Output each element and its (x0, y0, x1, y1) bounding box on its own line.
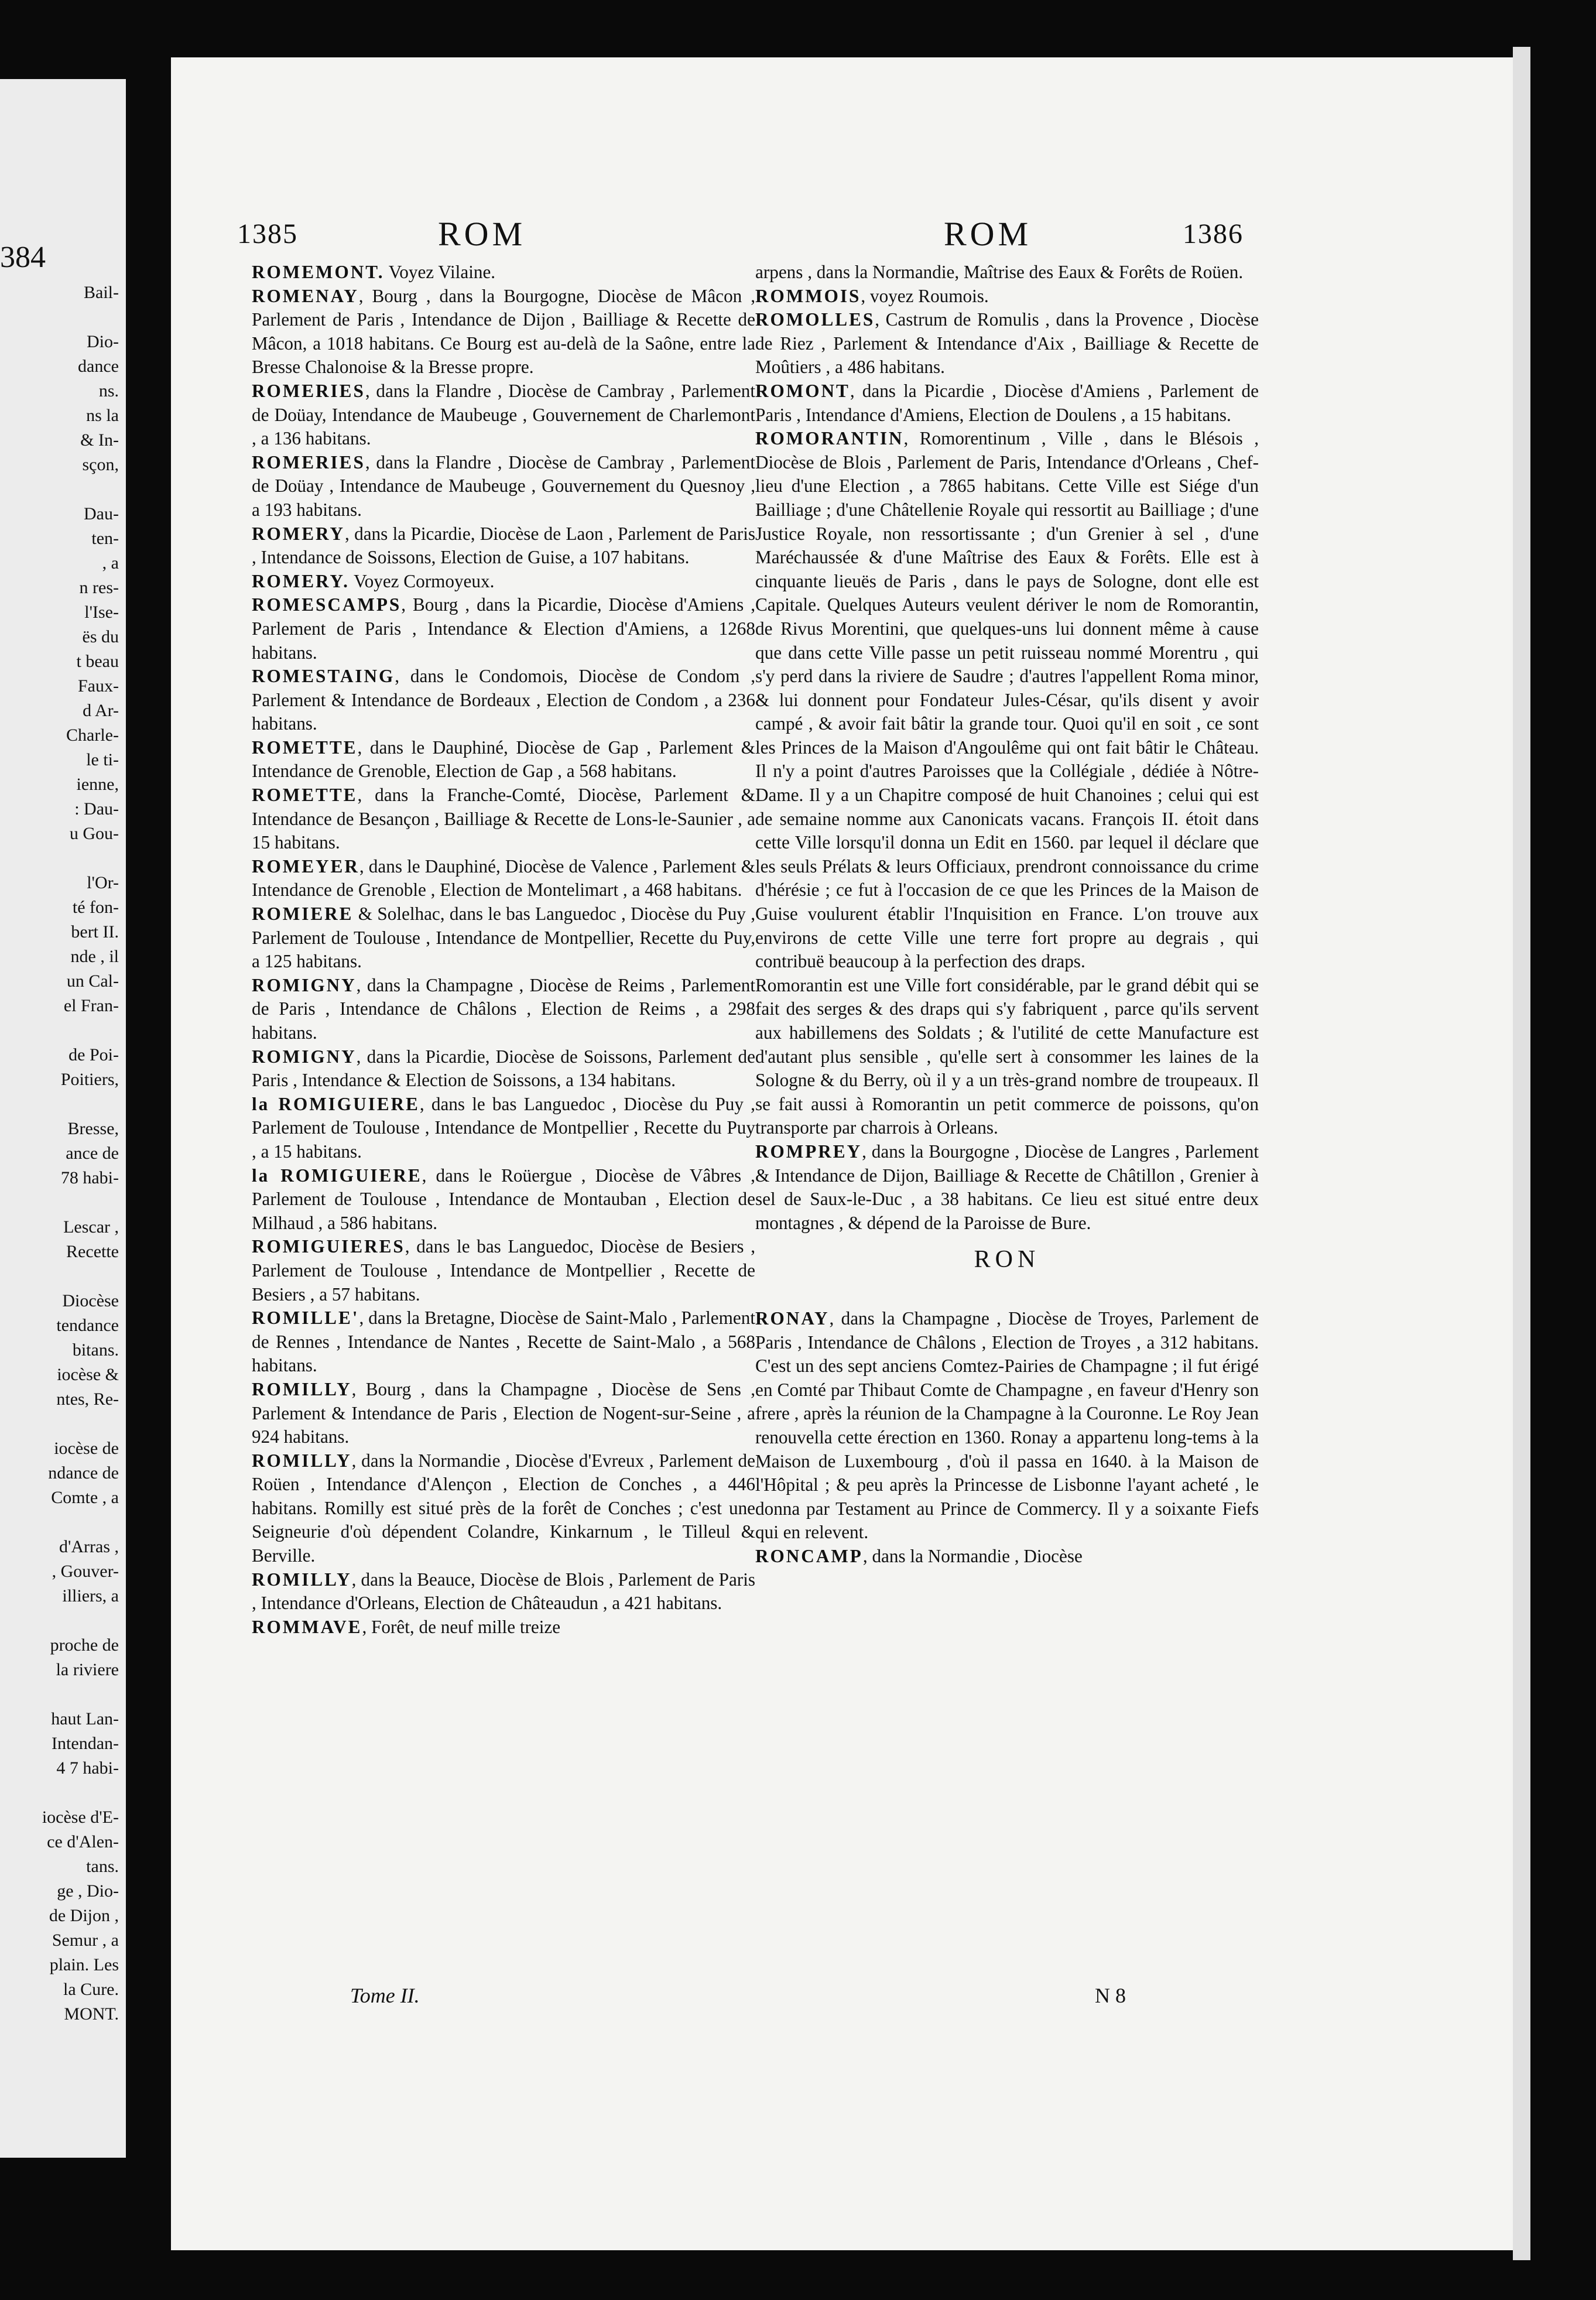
adjacent-left-page (0, 79, 126, 2158)
entry-text: , voyez Roumois. (861, 285, 989, 306)
entry-text: , dans la Bourgogne , Diocèse de Langres , Parlement & Intendance de Dijon, Bailliage & Recette de Châtillon , Grenier à sel de Saux-le-Duc , a 38 habitans. Ce lieu est situé entre deux montagnes , & dépend de la Paroisse de Bure. (755, 1141, 1259, 1233)
entry-headword: ROMILLY (252, 1450, 352, 1471)
left-column (252, 261, 755, 1639)
left-page-line: Diocèse (62, 1291, 119, 1310)
entry-headword: la ROMIGUIERE (252, 1093, 420, 1114)
dictionary-entry (252, 261, 755, 285)
entry-headword: ROMEMONT. (252, 262, 385, 282)
left-page-line: ntes, Re- (56, 1389, 119, 1409)
entry-headword: ROMIERE (252, 903, 354, 925)
entry-text: , dans la Champagne , Diocèse de Reims , Parlement de Paris , Intendance de Châlons , Election de Reims , a 298 habitans. (252, 974, 755, 1043)
dictionary-entry (252, 1449, 755, 1568)
left-page-line: Charle- (66, 725, 119, 745)
right-entries-group-a (755, 285, 1259, 1235)
left-page-number: 384 (0, 241, 46, 274)
entry-text: , dans la Normandie , Diocèse d'Evreux , Parlement de Roüen , Intendance d'Alençon , Election de Conches , a 446 habitans. Romilly est situé près de la forêt de Conches ; c'est une Seigneurie d'où dépendent Colandre, Kinkarnum , le Tilleul & Berville. (252, 1450, 755, 1566)
dictionary-entry (755, 1545, 1259, 1569)
entry-text: , Romorentinum , Ville , dans le Blésois , Diocèse de Blois , Parlement de Paris, Intendance d'Orleans , Chef-lieu d'une Election , a 7865 habitans. Cette Ville est Siége d'un Bailliage ; d'une Châtellenie Royale qui ressortit au Bailliage ; d'une Justice Royale, non ressortissante ; d'un Grenier à sel , d'une Maréchaussée & d'une Maîtrise des Eaux & Forêts. Elle est à cinquante lieuës de Paris , dans le pays de Sologne, dont elle est Capitale. Quelques Auteurs veulent dériver le nom de Romorantin, de Rivus Morentini, que quelques-uns lui donnent même à cause que dans cette Ville passe un petit ruisseau nommé Morentru , qui s'y perd dans la riviere de Saudre ; d'autres l'appellent Roma minor, & lui donnent pour Fondateur Jules-César, qu'ils disent y avoir campé , & avoir fait bâtir la grande tour. Quoi qu'il en soit , ce sont les Princes de la Maison d'Angoulême qui ont fait bâtir le Château. Il n'y a point d'autres Paroisses que la Collégiale , dédiée à Nôtre-Dame. Il y a un Chapitre composé de huit Chanoines ; celui qui est de semaine nomme aux Canonicats vacans. François II. étoit dans cette Ville lorsqu'il donna un Edit en 1560. par lequel il déclare que les seuls Prélats & leurs Officiaux, prendront connoissance du crime d'hérésie ; ce fut à l'occasion de ce que les Princes de la Maison de Guise voulurent établir l'Inquisition en France. L'on trouve aux environs de cette Ville une terre fort propre au degrais , qui contribuë beaucoup à la perfection des draps. (755, 428, 1259, 972)
dictionary-entry (755, 379, 1259, 427)
left-page-line: n res- (79, 578, 119, 597)
left-page-line: sçon, (82, 455, 119, 474)
left-page-line: u Gou- (69, 824, 119, 843)
left-page-line: la riviere (56, 1660, 119, 1679)
entry-text: , Forêt, de neuf mille treize (362, 1616, 561, 1637)
dictionary-entry (252, 855, 755, 902)
entry-headword: ROMILLE' (252, 1308, 359, 1329)
entry-headword: ROMESCAMPS (252, 594, 402, 615)
left-page-line: iocèse de (54, 1439, 119, 1458)
entry-headword: ROMETTE (252, 737, 358, 758)
left-page-line: ge , Dio- (57, 1881, 119, 1901)
header-right-page-number: 1386 (1183, 218, 1244, 249)
entry-text: , dans la Picardie , Diocèse d'Amiens , Parlement de Paris , Intendance d'Amiens, Election de Doulens , a 15 habitans. (755, 380, 1259, 425)
entry-headword: ROMETTE (252, 785, 358, 806)
footer-signature: N 8 (1095, 1984, 1126, 2007)
entry-headword: ROMERY (252, 523, 345, 544)
left-page-line: 78 habi- (60, 1168, 119, 1187)
entry-text: , dans la Bretagne, Diocèse de Saint-Malo , Parlement de Rennes , Intendance de Nantes , Recette de Saint-Malo , a 568 habitans. (252, 1308, 755, 1376)
left-page-line: de Dijon , (49, 1906, 119, 1925)
dictionary-entry (755, 1140, 1259, 1235)
left-page-line: tendance (56, 1316, 119, 1335)
left-page-line: un Cal- (66, 971, 119, 991)
entry-text: Romorantin est une Ville fort considérable, par le grand débit qui se fait des serges & des draps qui s'y fabriquent , parce qu'ils servent aux habillemens des Soldats ; & l'utilité de cette Manufacture est d'autant plus sensible , qu'elle sert à consommer les laines de la Sologne & du Berry, où il y a un très-grand nombre de troupeaux. Il se fait aussi à Romorantin un petit commerce de poissons, qu'on transporte par charrois à Orleans. (755, 974, 1259, 1138)
dictionary-entry (252, 1235, 755, 1306)
left-page-line: Poitiers, (60, 1070, 119, 1089)
left-page-line: l'Or- (87, 873, 119, 892)
right-entries-group-b (755, 1307, 1259, 1569)
entry-text: & Solelhac, dans le bas Languedoc , Diocèse du Puy , Parlement de Toulouse , Intendance de Montpellier, Recette du Puy, a 125 habitans. (252, 903, 755, 972)
entry-headword: ROMMOIS (755, 285, 861, 306)
left-page-line: ns la (86, 406, 119, 425)
left-page-line: ienne, (76, 775, 119, 794)
left-page-line: ës du (82, 627, 119, 646)
dictionary-entry (252, 451, 755, 522)
entry-text: Voyez Vilaine. (384, 262, 496, 282)
entry-headword: ROMPREY (755, 1141, 862, 1162)
entry-text: , dans le Dauphiné, Diocèse de Valence , Parlement & Intendance de Grenoble , Election de Montelimart , a 468 habitans. (252, 855, 755, 901)
left-page-line: , Gouver- (52, 1562, 119, 1581)
left-page-line: dance (78, 357, 119, 376)
left-page-line: le ti- (86, 750, 119, 769)
entry-headword: ROMMAVE (252, 1616, 362, 1637)
entry-text: Voyez Cormoyeux. (349, 570, 495, 591)
dictionary-entry (252, 522, 755, 570)
entry-headword: la ROMIGUIERE (252, 1165, 422, 1186)
left-page-line: nde , il (70, 947, 119, 966)
entry-text: , dans le Roüergue , Diocèse de Vâbres , Parlement de Toulouse , Intendance de Montauban , Election de Milhaud , a 586 habitans. (252, 1165, 755, 1233)
dictionary-entry (252, 974, 755, 1045)
left-page-line: haut Lan- (51, 1709, 119, 1729)
dictionary-entry (252, 285, 755, 379)
left-page-line: & In- (80, 430, 119, 450)
left-page-line: la Cure. (63, 1980, 119, 1999)
entry-text: , Bourg , dans la Picardie, Diocèse d'Amiens , Parlement de Paris , Intendance & Election d'Amiens, a 1268 habitans. (252, 594, 755, 663)
entry-headword: ROMEYER (252, 855, 359, 877)
entry-headword: RONAY (755, 1308, 830, 1329)
entry-headword: ROMERIES (252, 451, 365, 473)
entry-headword: ROMESTAING (252, 666, 395, 687)
left-page-line: Lescar , (63, 1217, 119, 1237)
dictionary-entry (252, 665, 755, 736)
dictionary-entry (252, 736, 755, 783)
entry-text: , Bourg , dans la Champagne , Diocèse de Sens , Parlement & Intendance de Paris , Election de Nogent-sur-Seine , a 924 habitans. (252, 1378, 755, 1447)
entry-text: , Bourg , dans la Bourgogne, Diocèse de Mâcon , Parlement de Paris , Intendance de Dijon , Bailliage & Recette de Mâcon, a 1018 habitans. Ce Bourg est au-delà de la Saône, entre la Bresse Chalonoise & la Bresse propre. (252, 285, 755, 378)
left-page-line: Dio- (87, 332, 119, 351)
entry-text: , dans le bas Languedoc, Diocèse de Besiers , Parlement de Toulouse , Intendance de Montpellier , Recette de Besiers , a 57 habitans. (252, 1236, 755, 1305)
entry-text: , dans le Dauphiné, Diocèse de Gap , Parlement & Intendance de Grenoble, Election de Gap , a 568 habitans. (252, 737, 755, 782)
entry-text: , dans la Champagne , Diocèse de Troyes, Parlement de Paris , Intendance de Châlons , Election de Troyes , a 312 habitans. C'est un des sept anciens Comtez-Pairies de Champagne ; il fut érigé en Comté par Thibaut Comte de Champagne , en faveur d'Henry son frere , après la réunion de la Champagne à la Couronne. Le Roy Jean renouvella cette érection en 1360. Ronay a appartenu long-tems à la Maison de Luxembourg , d'où il passa en 1640. à la Maison de l'Hôpital ; & peu après la Princesse de Lisbonne l'ayant acheté , le donna par Testament au Prince de Commercy. Il y a soixante Fiefs qui en relevent. (755, 1308, 1259, 1543)
left-page-line: , a (102, 553, 119, 573)
footer-volume: Tome II. (350, 1984, 420, 2007)
dictionary-entry (252, 1616, 755, 1640)
right-column (755, 261, 1259, 1568)
left-page-line: MONT. (64, 2004, 119, 2024)
entry-headword: ROMONT (755, 380, 850, 401)
left-page-line: l'Ise- (84, 603, 119, 622)
entry-text: , dans la Normandie , Diocèse (862, 1545, 1083, 1566)
left-page-line: Semur , a (52, 1931, 119, 1950)
left-page-line: té fon- (72, 898, 119, 917)
entry-text: , dans la Picardie, Diocèse de Soissons, Parlement de Paris , Intendance & Election de Soissons, a 134 habitans. (252, 1046, 755, 1091)
entry-headword: ROMIGNY (252, 974, 357, 995)
entry-text: , dans la Flandre , Diocèse de Cambray , Parlement de Doüay, Intendance de Maubeuge , Gouvernement de Charlemont , a 136 habitans. (252, 380, 755, 449)
left-page-line: iocèse d'E- (42, 1808, 119, 1827)
left-page-line: Bresse, (67, 1119, 119, 1138)
left-page-line: ndance de (48, 1463, 119, 1483)
left-page-line: t beau (76, 652, 119, 671)
dictionary-entry (252, 1306, 755, 1378)
header-left-page-number: 1385 (237, 218, 298, 249)
left-page-line: Recette (66, 1242, 119, 1261)
left-page-line: proche de (50, 1635, 119, 1655)
left-page-line: bitans. (72, 1340, 119, 1360)
left-page-line: Dau- (84, 504, 119, 523)
header-right-title: ROM (944, 215, 1032, 253)
dictionary-entry (252, 902, 755, 974)
dictionary-entry (755, 1307, 1259, 1545)
dictionary-entry (755, 974, 1259, 1140)
left-page-line: de Poi- (69, 1045, 119, 1065)
left-page-line: ance de (66, 1144, 119, 1163)
left-page-line: iocèse & (57, 1365, 119, 1384)
page-edge (1513, 47, 1530, 2260)
entry-text: , dans la Franche-Comté, Diocèse, Parlement & Intendance de Besançon , Bailliage & Recette de Lons-le-Saunier , a 15 habitans. (252, 785, 755, 853)
entry-text: , dans la Beauce, Diocèse de Blois , Parlement de Paris , Intendance d'Orleans, Election de Châteaudun , a 421 habitans. (252, 1569, 755, 1614)
entry-headword: ROMERY. (252, 570, 350, 591)
entry-text: , dans la Flandre , Diocèse de Cambray , Parlement de Doüay , Intendance de Maubeuge , Gouvernement du Quesnoy , a 193 habitans. (252, 451, 755, 520)
entry-headword: RONCAMP (755, 1545, 863, 1566)
dictionary-entry (252, 1045, 755, 1093)
entry-headword: ROMIGNY (252, 1046, 357, 1067)
entry-text: , dans le bas Languedoc , Diocèse du Puy , Parlement de Toulouse , Intendance de Montpellier , Recette du Puy , a 15 habitans. (252, 1093, 755, 1162)
dictionary-entry (252, 593, 755, 665)
entry-headword: ROMILLY (252, 1569, 352, 1590)
continuation-text: arpens , dans la Normandie, Maîtrise des Eaux & Forêts de Roüen. (755, 262, 1244, 282)
entry-headword: ROMERIES (252, 380, 365, 401)
left-page-line: Faux- (78, 676, 119, 696)
dictionary-entry (755, 427, 1259, 974)
left-page-line: Intendan- (52, 1734, 119, 1753)
dictionary-entry (252, 570, 755, 594)
left-page-line: d Ar- (83, 701, 119, 720)
left-page-line: illiers, a (62, 1586, 119, 1606)
left-page-line: bert II. (71, 922, 119, 942)
dictionary-entry (252, 1093, 755, 1164)
dictionary-entry (252, 1378, 755, 1449)
left-page-line: plain. Les (49, 1955, 119, 1974)
left-page-line: Bail- (84, 283, 119, 302)
entry-headword: ROMIGUIERES (252, 1236, 405, 1257)
dictionary-entry (755, 285, 1259, 309)
entry-headword: ROMENAY (252, 285, 359, 306)
entry-text: , Castrum de Romulis , dans la Provence , Diocèse de Riez , Parlement & Intendance d'Aix , Bailliage & Recette de Moûtiers , a 486 habitans. (755, 309, 1259, 378)
left-page-line: Comte , a (51, 1488, 119, 1507)
left-page-line: tans. (86, 1857, 119, 1876)
left-page-line: ce d'Alen- (47, 1832, 119, 1851)
left-page-line: ns. (98, 381, 119, 401)
entry-text: , dans la Picardie, Diocèse de Laon , Parlement de Paris , Intendance de Soissons, Election de Guise, a 107 habitans. (252, 523, 755, 568)
left-page-line: d'Arras , (59, 1537, 119, 1556)
dictionary-entry (252, 1164, 755, 1235)
entry-headword: ROMILLY (252, 1378, 352, 1399)
section-heading: RON (974, 1246, 1040, 1274)
dictionary-entry (252, 783, 755, 855)
left-page-line: ten- (91, 529, 119, 548)
left-page-line: el Fran- (63, 996, 119, 1015)
header-left-title: ROM (438, 215, 526, 253)
dictionary-entry (252, 1568, 755, 1616)
entry-text: , dans le Condomois, Diocèse de Condom , Parlement & Intendance de Bordeaux , Election de Condom , a 236 habitans. (252, 666, 755, 734)
left-page-line: : Dau- (74, 799, 119, 819)
left-page-line: 4 7 habi- (56, 1758, 119, 1778)
entry-headword: ROMORANTIN (755, 428, 904, 449)
entry-headword: ROMOLLES (755, 309, 875, 330)
dictionary-entry (755, 308, 1259, 379)
dictionary-entry (252, 379, 755, 451)
